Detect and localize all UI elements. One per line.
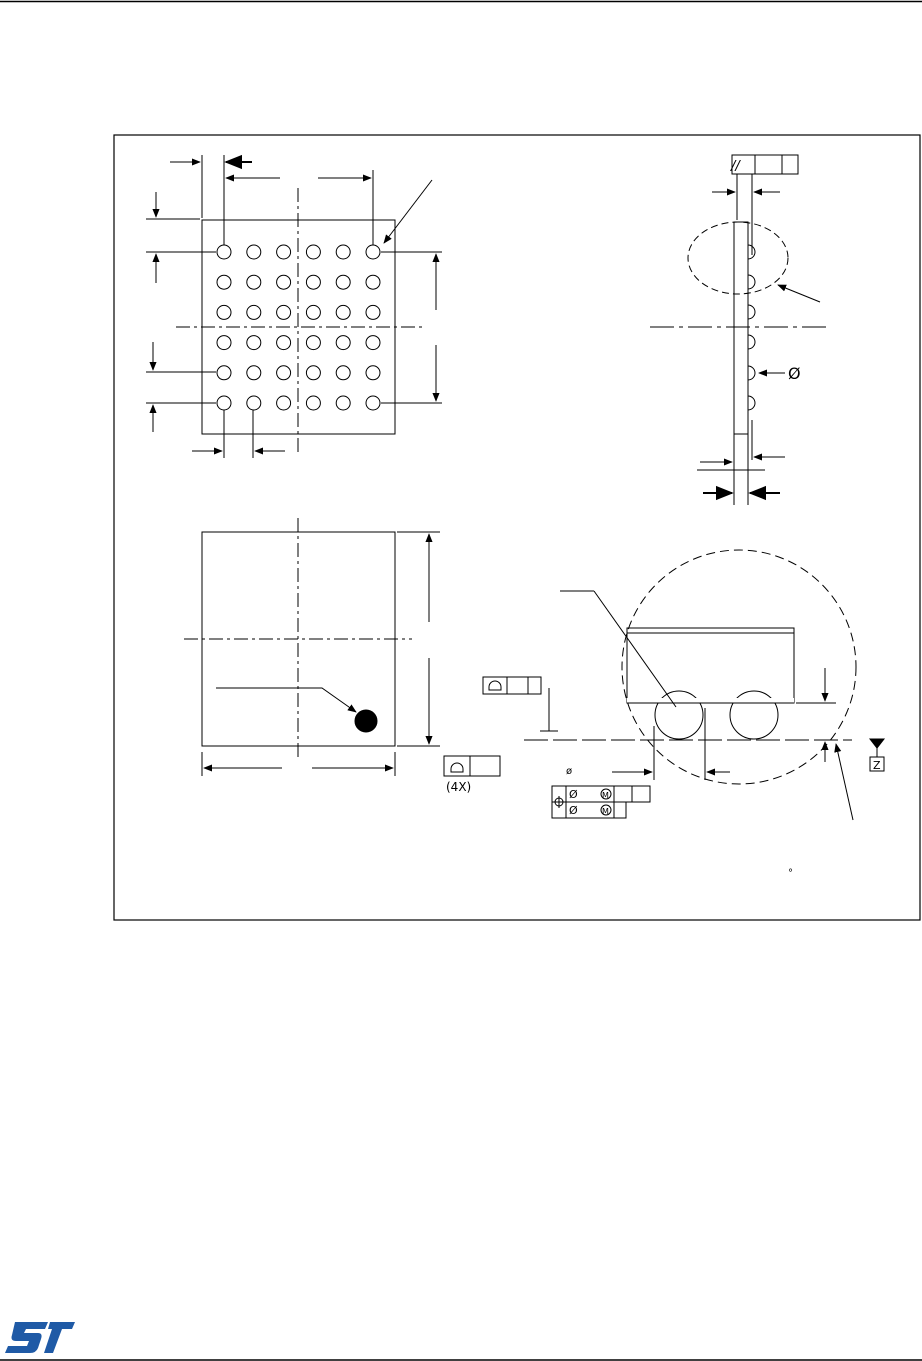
ball-diameter-symbol-small: ø	[566, 766, 573, 777]
detail-circle-large	[622, 550, 856, 784]
solder-ball	[277, 275, 291, 289]
solder-ball	[277, 245, 291, 259]
solder-ball	[247, 336, 261, 350]
position-symbol-icon	[553, 796, 565, 808]
solder-ball	[336, 366, 350, 380]
profile-symbol-icon	[489, 681, 501, 690]
side-ball	[748, 366, 755, 380]
side-view	[650, 155, 826, 505]
solder-ball	[277, 336, 291, 350]
datum-leader	[836, 744, 853, 820]
solder-ball	[366, 275, 380, 289]
solder-ball	[277, 366, 291, 380]
profile-frame-4x	[444, 756, 500, 776]
solder-ball	[217, 396, 231, 410]
solder-ball	[366, 245, 380, 259]
solder-ball	[247, 366, 261, 380]
side-ball	[748, 335, 755, 349]
solder-ball	[306, 396, 320, 410]
fcf-diameter-symbol: Ø	[569, 788, 578, 801]
profile-symbol-icon	[451, 763, 463, 772]
solder-ball	[366, 366, 380, 380]
fcf-diameter-symbol: Ø	[569, 804, 578, 817]
solder-ball	[336, 336, 350, 350]
solder-ball	[217, 366, 231, 380]
solder-ball	[366, 396, 380, 410]
solder-ball	[336, 245, 350, 259]
datum-triangle-icon	[870, 739, 884, 748]
solder-ball	[247, 245, 261, 259]
solder-ball	[306, 245, 320, 259]
solder-ball	[217, 275, 231, 289]
side-ball	[748, 305, 755, 319]
profile-frame	[483, 677, 541, 694]
solder-ball	[306, 305, 320, 319]
detail-package-body	[627, 628, 794, 703]
solder-ball	[366, 305, 380, 319]
pin-a1-leader	[384, 180, 432, 243]
solder-ball	[217, 336, 231, 350]
top-view	[146, 155, 442, 458]
solder-ball	[277, 396, 291, 410]
solder-ball	[366, 336, 380, 350]
mmc-label: M	[602, 791, 609, 800]
side-ball	[748, 275, 755, 289]
solder-ball	[336, 396, 350, 410]
ball-leader	[594, 591, 676, 707]
solder-ball	[336, 305, 350, 319]
solder-ball	[306, 275, 320, 289]
pin-one-marker	[355, 710, 377, 732]
side-ball	[748, 396, 755, 410]
st-logo-icon	[5, 1322, 75, 1353]
solder-ball	[277, 305, 291, 319]
solder-ball	[247, 396, 261, 410]
parallelism-frame	[732, 155, 798, 174]
solder-ball	[306, 366, 320, 380]
mmc-label: M	[602, 807, 609, 816]
pin-one-leader	[216, 688, 356, 712]
solder-ball	[306, 336, 320, 350]
datum-z-label: Z	[873, 759, 881, 772]
solder-ball	[247, 305, 261, 319]
quantity-note: (4X)	[446, 780, 472, 794]
ball-diameter-symbol: Ø	[788, 364, 801, 383]
solder-ball	[217, 305, 231, 319]
detail-circle-small	[688, 222, 788, 294]
bottom-view	[184, 518, 500, 776]
solder-ball	[247, 275, 261, 289]
solder-ball	[336, 275, 350, 289]
parallelism-symbol: //	[731, 159, 740, 174]
detail-view	[483, 550, 884, 820]
side-view-body	[734, 222, 748, 434]
degree-mark: °	[788, 868, 793, 879]
detail-leader	[778, 285, 820, 302]
drawing-frame	[114, 135, 920, 920]
solder-ball	[217, 245, 231, 259]
